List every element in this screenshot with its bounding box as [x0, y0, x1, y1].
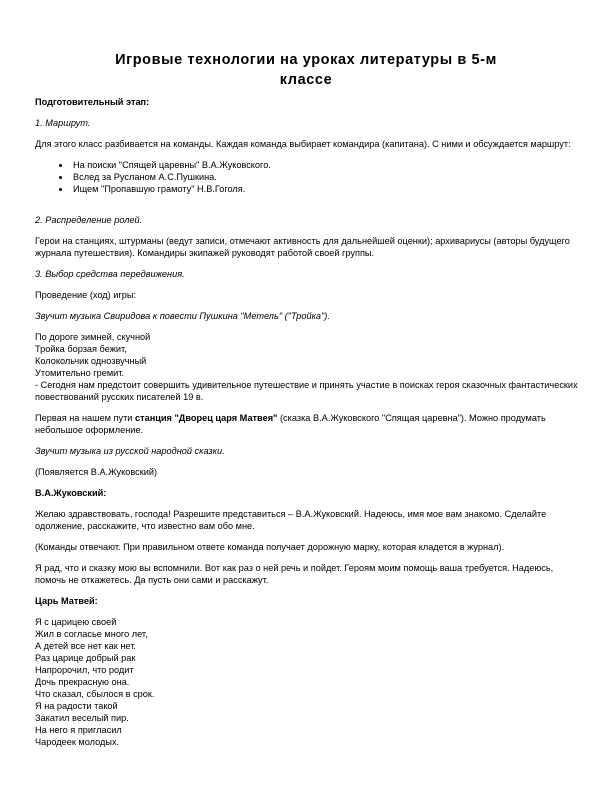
verse-tsar — [35, 616, 580, 748]
speaker-zhukovsky: В.А.Жуковский: — [35, 488, 107, 498]
verse-line: Раз царице добрый рак — [35, 653, 136, 663]
zhukovsky-speech-2: Я рад, что и сказку мою вы вспомнили. Вот как раз о ней речь и пойдет. Героям моим помощь ваша требуется. Надеюсь, помочь не откажетесь. Да пусть они сами и расскажут. — [35, 563, 554, 585]
step-1-heading: 1. Маршрут. — [35, 118, 91, 128]
station-post: (сказка В.А.Жуковского "Спящая царевна"). Можно продумать небольшое оформление. — [35, 413, 546, 435]
verse-line: Я с царицею своей — [35, 617, 117, 627]
station-paragraph — [35, 412, 580, 436]
station-pre: Первая на нашем пути — [35, 413, 135, 423]
page-title — [50, 50, 562, 90]
step-2-heading: 2. Распределение ролей. — [35, 215, 143, 225]
verse-line: Жил в согласье много лет, — [35, 629, 148, 639]
verse-line: Колокольчик однозвучный — [35, 356, 147, 366]
speaker-tsar-matvey: Царь Матвей: — [35, 596, 98, 606]
step-3-heading: 3. Выбор средства передвижения. — [35, 269, 185, 279]
list-item: • Ищем "Пропавшую грамоту" Н.В.Гоголя. — [71, 183, 580, 195]
verse-line: Я на радости такой — [35, 701, 118, 711]
verse-line: Дочь прекрасную она. — [35, 677, 130, 687]
list-item: • Вслед за Русланом А.С.Пушкина. — [71, 171, 580, 183]
verse-line: Закатил веселый пир. — [35, 713, 129, 723]
route-list — [35, 159, 580, 195]
verse-line: А детей все нет как нет. — [35, 641, 136, 651]
verse-line: Утомительно гремит. — [35, 368, 125, 378]
title-line-1: Игровые технологии на уроках литературы в 5-м — [115, 52, 497, 68]
step-2-text: Герои на станциях, штурманы (ведут записи, отмечают активность для дальнейшей оценки); архивариусы (авторы будущего журнала путешествия). Командиры экипажей руководят работой своей группы. — [35, 236, 570, 258]
verse-troika — [35, 331, 580, 403]
station-name: станция "Дворец царя Матвея" — [134, 413, 278, 423]
step-1-text: Для этого класс разбивается на команды. Каждая команда выбирает командира (капитана). С ними и обсуждается маршрут: — [35, 139, 571, 149]
verse-line: По дороге зимней, скучной — [35, 332, 151, 342]
verse-line: Тройка борзая бежит, — [35, 344, 127, 354]
prep-heading: Подготовительный этап: — [35, 97, 150, 107]
verse-line: Чародеек молодых. — [35, 737, 120, 747]
stage-direction: (Появляется В.А.Жуковский) — [35, 467, 158, 477]
list-item: • На поиски "Спящей царевны" В.А.Жуковского. — [71, 159, 580, 171]
verse-line: Напророчил, что родит — [35, 665, 134, 675]
verse-line: Что сказал, сбылося в срок. — [35, 689, 155, 699]
title-line-2: классе — [279, 72, 333, 88]
document-body — [35, 96, 580, 757]
verse-line: На него я пригласил — [35, 725, 122, 735]
music-note-2: Звучит музыка из русской народной сказки. — [35, 446, 225, 456]
spacer — [35, 204, 580, 214]
team-answer-note: (Команды отвечают. При правильном ответе команда получает дорожную марку, которая кладется в журнал). — [35, 542, 505, 552]
zhukovsky-speech-1: Желаю здравствовать, господа! Разрешите представиться – В.А.Жуковский. Надеюсь, имя мое вам знакомо. Сделайте одолжение, расскажите, что известно вам обо мне. — [35, 509, 547, 531]
intro-text: - Сегодня нам предстоит совершить удивительное путешествие и принять участие в поисках героя сказочных фантастических повествований русских писателей 19 в. — [35, 380, 578, 402]
music-note-1: Звучит музыка Свиридова к повести Пушкина "Метель" ("Тройка"). — [35, 311, 330, 321]
conduct-heading: Проведение (ход) игры: — [35, 290, 137, 300]
